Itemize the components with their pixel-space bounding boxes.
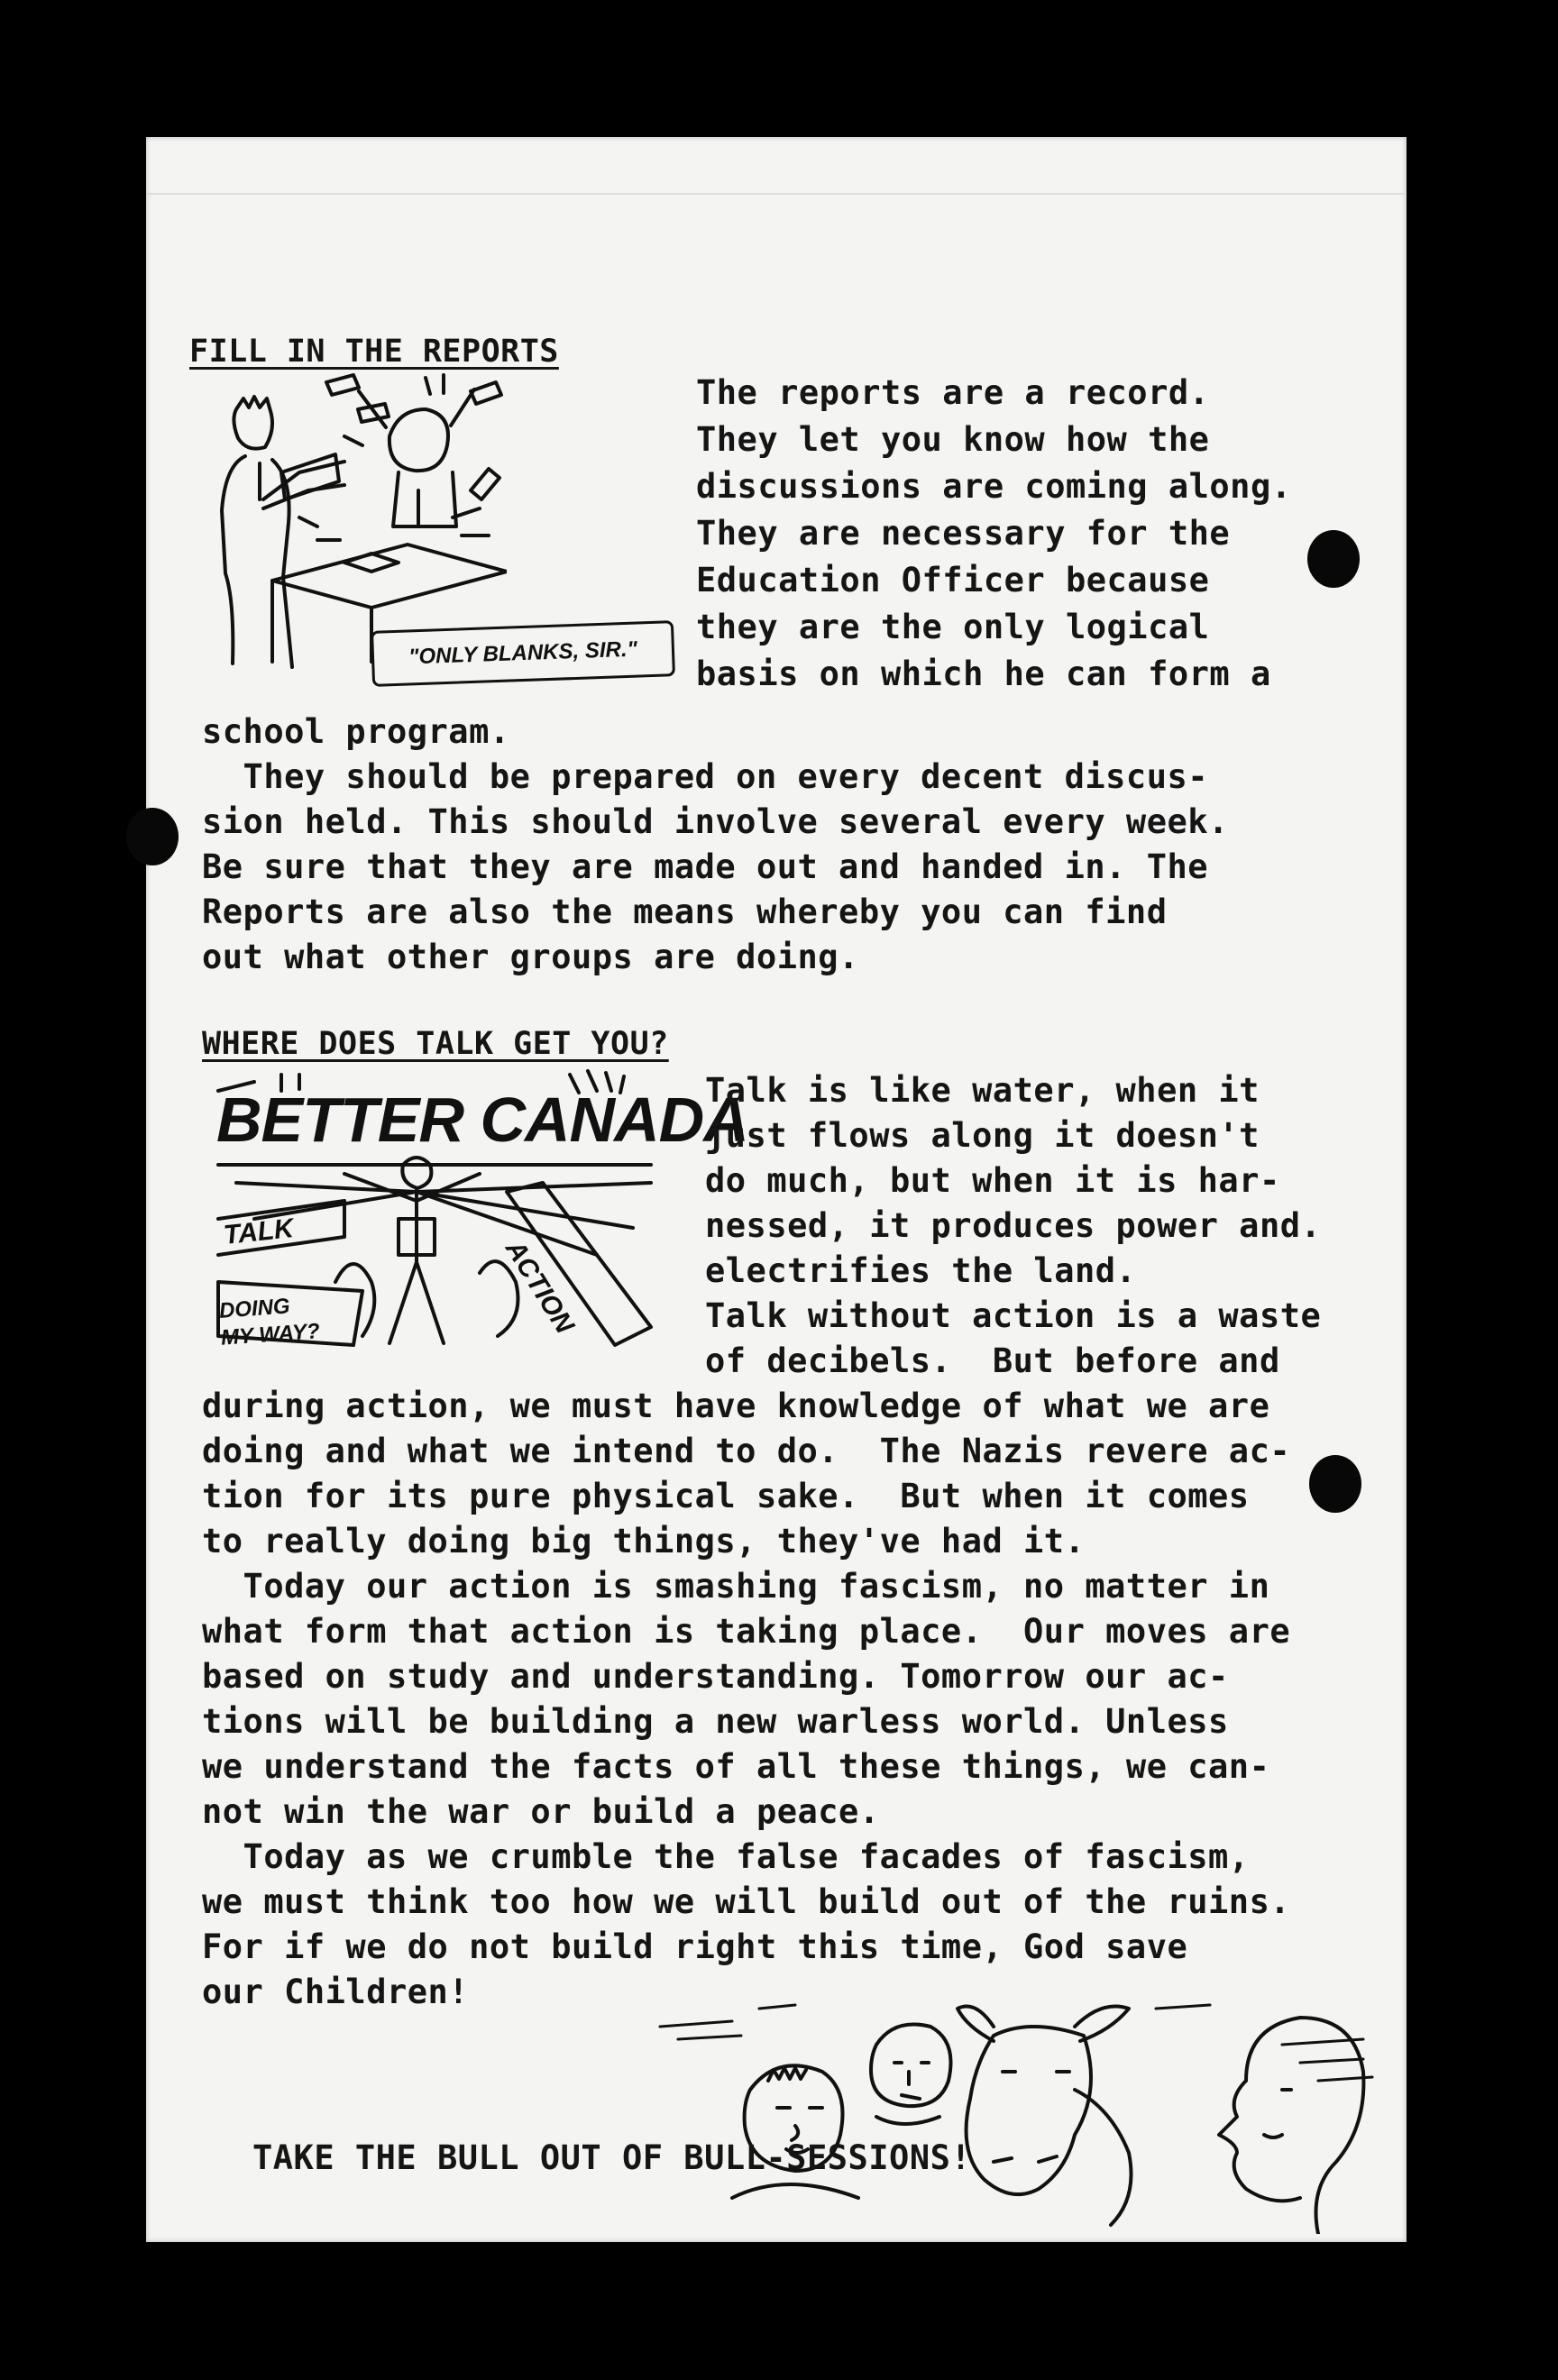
reports-cartoon-caption: "ONLY BLANKS, SIR." bbox=[371, 620, 675, 687]
talk-text-line: nessed, it produces power and. bbox=[705, 1206, 1322, 1245]
talk-text-line: just flows along it doesn't bbox=[705, 1116, 1260, 1155]
report-text-line: They let you know how the bbox=[696, 420, 1210, 459]
report-text-line: Be sure that they are made out and handed in. The bbox=[202, 847, 1209, 886]
section-heading-talk: WHERE DOES TALK GET YOU? bbox=[202, 1026, 669, 1062]
talk-text-line: to really doing big things, they've had it. bbox=[202, 1522, 1086, 1561]
talk-text-line: tion for its pure physical sake. But when it comes bbox=[202, 1477, 1250, 1515]
talk-text-line: our Children! bbox=[202, 1973, 470, 2011]
section-heading-reports: FILL IN THE REPORTS bbox=[189, 334, 559, 370]
report-text-line: sion held. This should involve several every week. bbox=[202, 802, 1229, 841]
talk-text-line: during action, we must have knowledge of what we are bbox=[202, 1387, 1270, 1425]
page-fold-line bbox=[146, 193, 1407, 195]
talk-text-line: Talk without action is a waste bbox=[705, 1296, 1322, 1335]
talk-text-line: we must think too how we will build out of the ruins. bbox=[202, 1882, 1291, 1921]
report-text-line: They should be prepared on every decent discus- bbox=[202, 757, 1209, 796]
report-text-line: Education Officer because bbox=[696, 561, 1210, 600]
talk-text-line: For if we do not build right this time, God save bbox=[202, 1927, 1188, 1966]
talk-text-line: do much, but when it is har- bbox=[705, 1161, 1280, 1200]
talk-text-line: Today our action is smashing fascism, no matter in bbox=[202, 1567, 1270, 1606]
talk-text-line: we understand the facts of all these things, we can- bbox=[202, 1747, 1270, 1786]
faces-and-bull-illustration bbox=[651, 1973, 1390, 2234]
document-page bbox=[146, 137, 1407, 2242]
report-text-line: The reports are a record. bbox=[696, 373, 1210, 412]
talk-text-line: electrifies the land. bbox=[705, 1251, 1137, 1290]
punch-hole-middle bbox=[126, 808, 179, 865]
report-text-line: discussions are coming along. bbox=[696, 467, 1292, 506]
talk-text-line: not win the war or build a peace. bbox=[202, 1792, 880, 1831]
cartoon-label-talk: TALK bbox=[222, 1213, 296, 1250]
report-text-line: out what other groups are doing. bbox=[202, 938, 859, 976]
report-text-line: they are the only logical bbox=[696, 608, 1210, 646]
report-text-line: They are necessary for the bbox=[696, 514, 1231, 553]
report-text-line: basis on which he can form a bbox=[696, 654, 1271, 693]
footer-slogan: TAKE THE BULL OUT OF BULL-SESSIONS! bbox=[252, 2138, 972, 2177]
talk-text-line: based on study and understanding. Tomorrow our ac- bbox=[202, 1657, 1229, 1696]
cartoon-banner-better-canada: BETTER CANADA bbox=[216, 1085, 748, 1155]
punch-hole-bottom bbox=[1309, 1455, 1361, 1513]
talk-text-line: of decibels. But before and bbox=[705, 1341, 1280, 1380]
report-text-line: Reports are also the means whereby you can find bbox=[202, 892, 1168, 931]
cartoon-label-action: ACTION bbox=[499, 1235, 580, 1340]
talk-text-line: what form that action is taking place. Our moves are bbox=[202, 1612, 1291, 1651]
report-text-line: school program. bbox=[202, 712, 510, 751]
talk-text-line: tions will be building a new warless world. Unless bbox=[202, 1702, 1229, 1741]
talk-text-line: Today as we crumble the false facades of fascism, bbox=[202, 1837, 1250, 1876]
talk-text-line: doing and what we intend to do. The Nazis revere ac- bbox=[202, 1432, 1291, 1470]
punch-hole-top bbox=[1307, 530, 1360, 588]
cartoon-sign-doing-my-way: DOING MY WAY? bbox=[218, 1294, 321, 1350]
talk-text-line: Talk is like water, when it bbox=[705, 1071, 1260, 1110]
